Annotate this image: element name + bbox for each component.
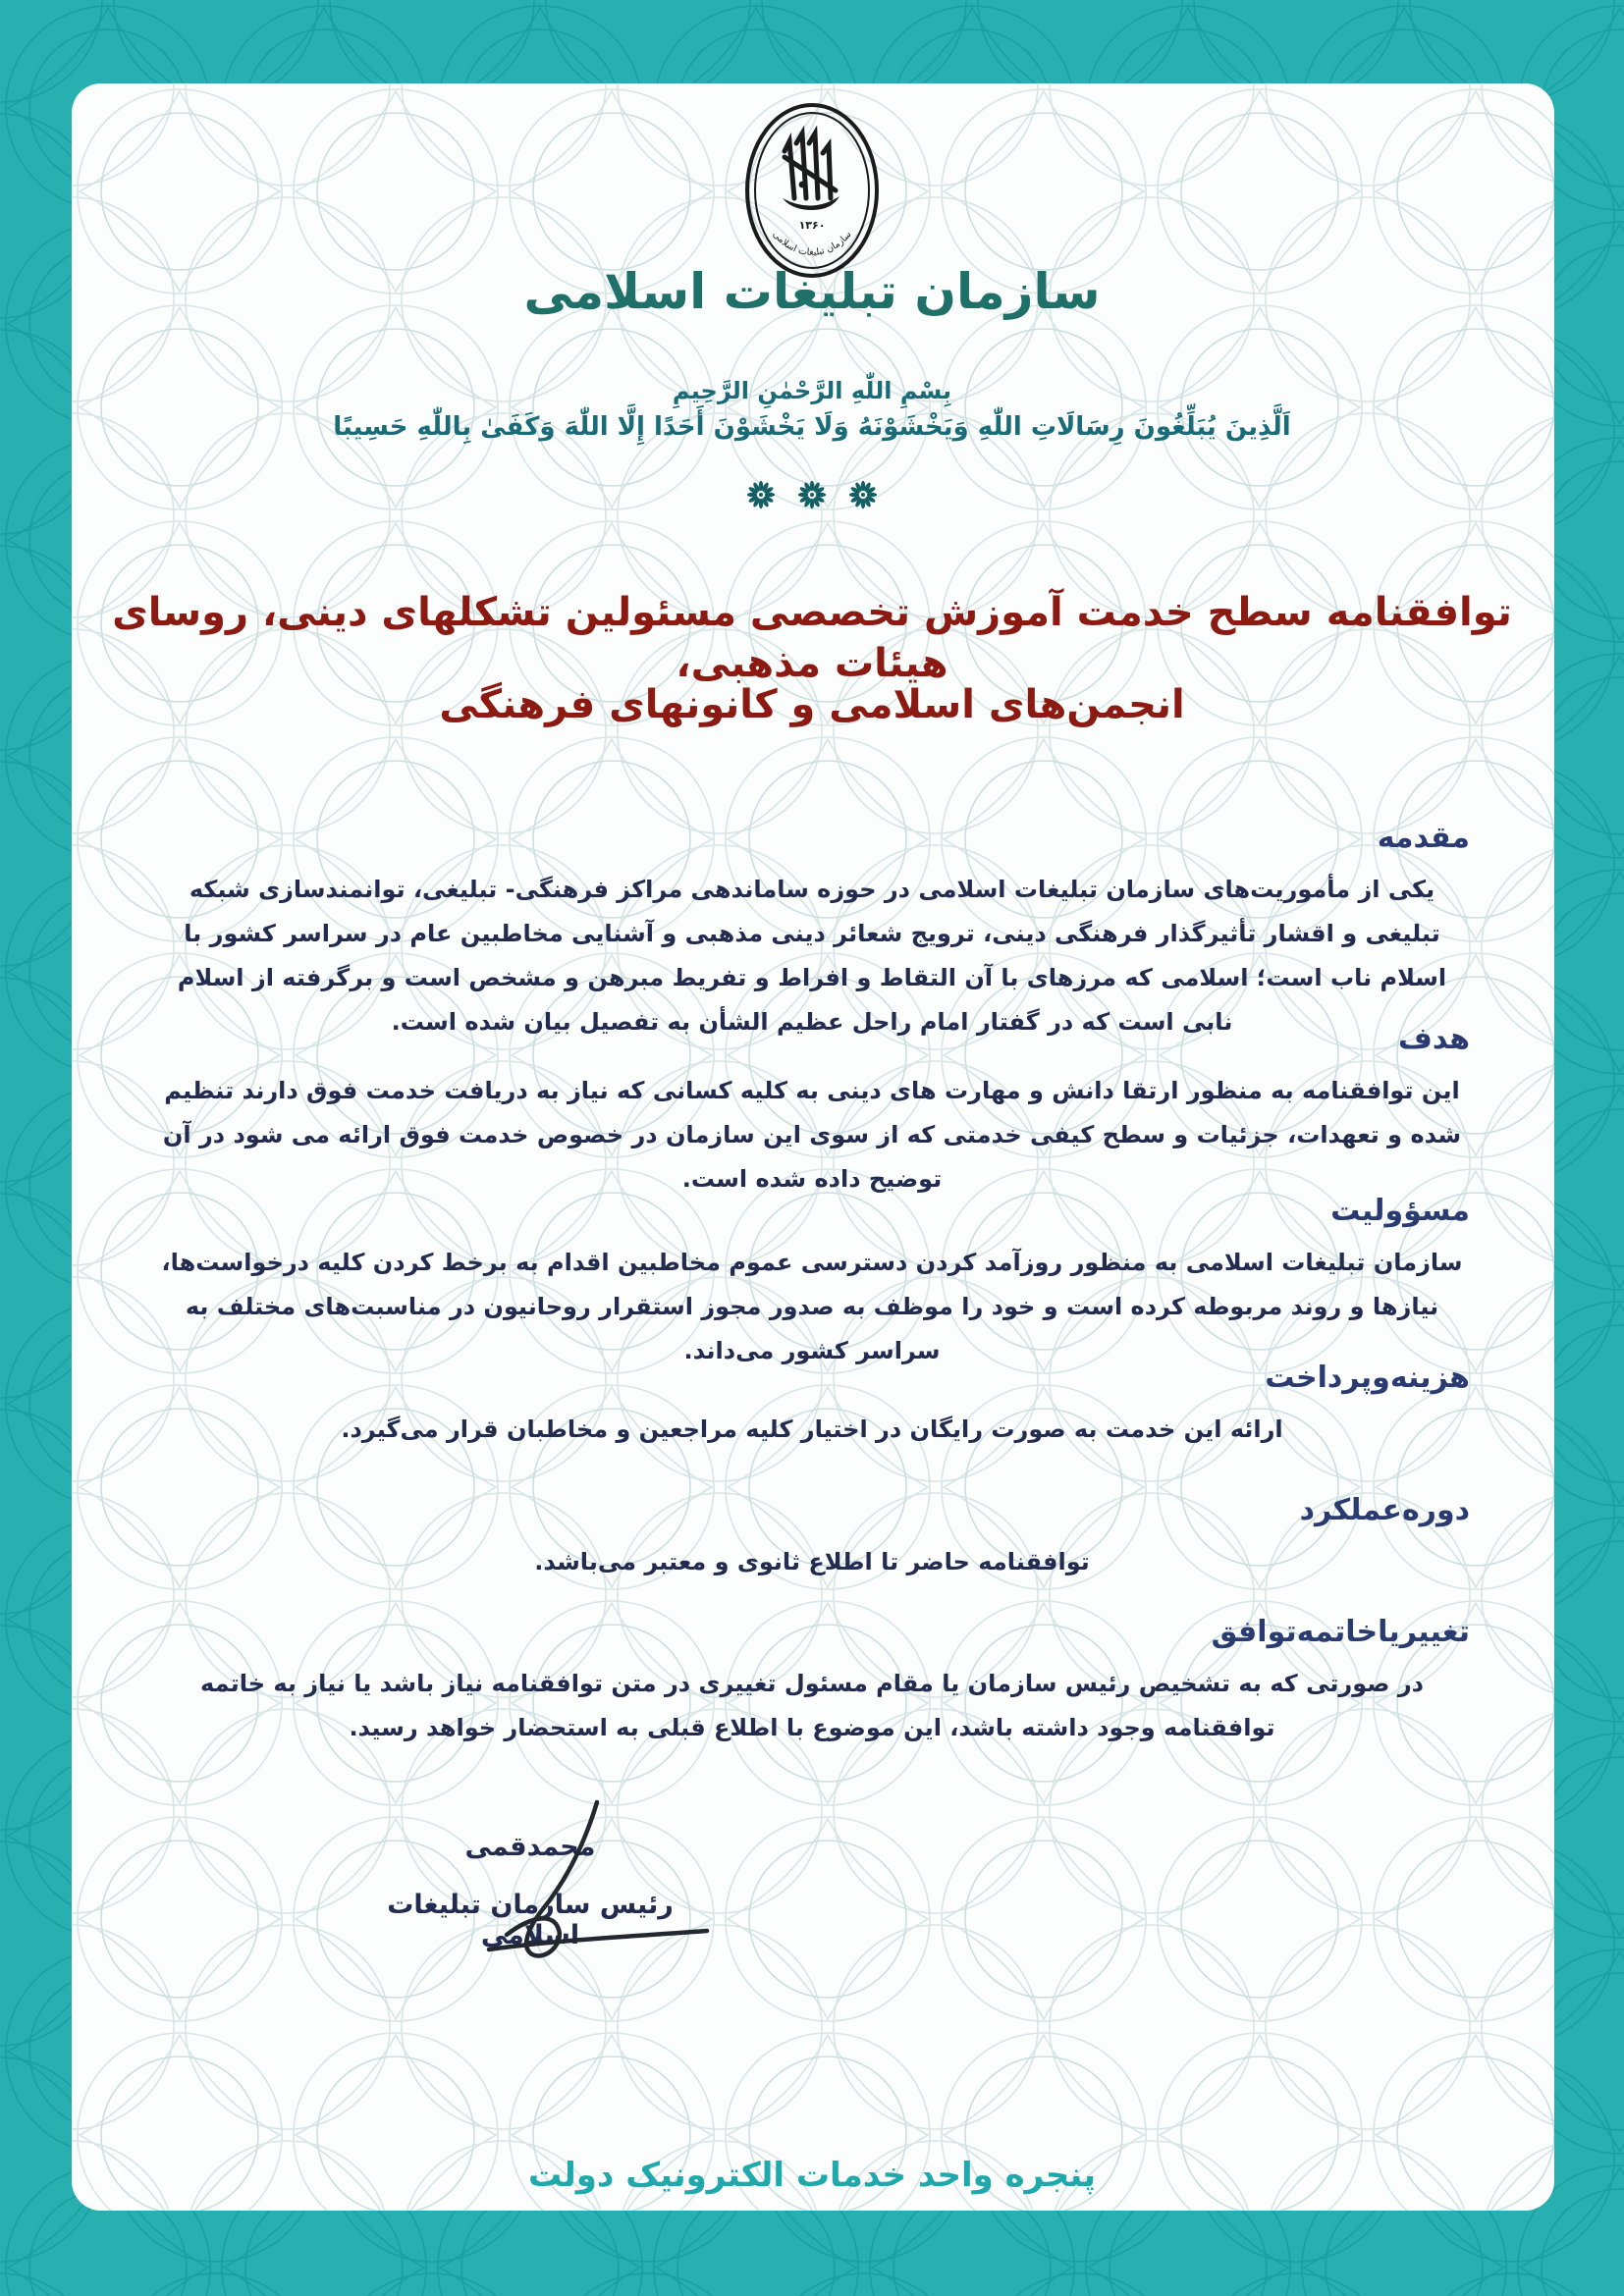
handwritten-signature-icon [373, 1792, 727, 1979]
organization-calligraphy: سازمان تبلیغات اسلامی [523, 263, 1101, 320]
section-heading: مسؤولیت [1330, 1194, 1470, 1228]
emblem-arc-text: سازمان تبلیغات اسلامی [770, 229, 854, 258]
document-title-line1: توافقنامه سطح خدمت آموزش تخصصی مسئولین تشکلهای دینی، روسای هیئات مذهبی، [112, 590, 1512, 686]
section-heading: مقدمه [1377, 821, 1470, 855]
section-body: این توافقنامه به منظور ارتقا دانش و مهارت های دینی به کلیه کسانی که نیاز به دریافت خدمت فوق دارند تنظیم شده و تعهدات، جزئیات و سطح کیفی خدمتی که از سوی این سازمان در خصوص خدمت فوق ارائه می شود در آن توضیح داده شده است. [162, 1077, 1462, 1193]
rosette-divider-icon [733, 477, 891, 512]
section-body: ارائه این خدمت به صورت رایگان در اختیار کلیه مراجعین و مخاطبان قرار می‌گیرد. [341, 1415, 1283, 1443]
section-heading: هزینه‌و‌پرداخت [1265, 1361, 1470, 1395]
section-goal [154, 1022, 1470, 1201]
footer-egov-services-label: پنجره واحد خدمات الکترونیک دولت [528, 2156, 1096, 2195]
section-performance-period [154, 1493, 1470, 1584]
section-heading: تغییر‌یا‌خاتمه‌توافق [1211, 1615, 1470, 1649]
islamic-propagation-organization-emblem-logo [733, 100, 891, 283]
section-body: یکی از مأموریت‌های سازمان تبلیغات اسلامی در حوزه ساماندهی مراکز فرهنگی- تبلیغی، توانمندسازی شبکه تبلیغی و اقشار تأثیرگذار فرهنگی دینی، ترویج شعائر دینی مذهبی و آشنایی مخاطبین عام در سراسر کشور با اسلام ناب است؛ اسلامی که مرزهای با آن التقاط و افراط و تفریط مبرهن و مشخص است و برگرفته از اسلام نابی است که در گفتار امام راحل عظیم الشأن به تفصیل بیان شده است. [177, 876, 1447, 1036]
section-responsibility [154, 1194, 1470, 1373]
signatory-role: رئیس سازمان تبلیغات اسلامی [387, 1890, 674, 1950]
document-title-line2: انجمن‌های اسلامی و کانونهای فرهنگی [439, 682, 1185, 727]
signatory-name: محمدقمی [464, 1832, 596, 1862]
bismillah-text: بِسْمِ اللّٰهِ الرَّحْمٰنِ الرَّحِيمِ [672, 377, 952, 404]
section-cost-and-payment [154, 1361, 1470, 1452]
section-body: در صورتی که به تشخیص رئیس سازمان یا مقام مسئول تغییری در متن توافقنامه نیاز باشد یا نیاز به خاتمه توافقنامه وجود داشته باشد، این موضوع با اطلاع قبلی به استحضار خواهد رسید. [200, 1670, 1424, 1741]
section-heading: دوره‌عملکرد [1299, 1493, 1470, 1527]
quran-verse-text: اَلَّذِينَ يُبَلِّغُونَ رِسَالَاتِ اللّٰهِ وَيَخْشَوْنَهُ وَلَا يَخْشَوْنَ أَحَدًا إِلَّا اللّٰهَ وَكَفَىٰ بِاللّٰهِ حَسِيبًا [333, 412, 1291, 442]
section-introduction [154, 821, 1470, 1044]
section-body: توافقنامه حاضر تا اطلاع ثانوی و معتبر می‌باشد. [534, 1548, 1090, 1575]
section-body: سازمان تبلیغات اسلامی به منظور روزآمد کردن دسترسی عموم مخاطبین اقدام به برخط کردن کلیه درخواست‌ها، نیازها و روند مربوطه کرده است و خود را موظف به صدور مجوز استقرار روحانیون در مناسبت‌های مختلف به سراسر کشور می‌داند. [161, 1249, 1463, 1364]
section-heading: هدف [1398, 1022, 1470, 1056]
emblem-year: ۱۳۶۰ [798, 219, 826, 232]
section-change-or-termination [154, 1615, 1470, 1750]
